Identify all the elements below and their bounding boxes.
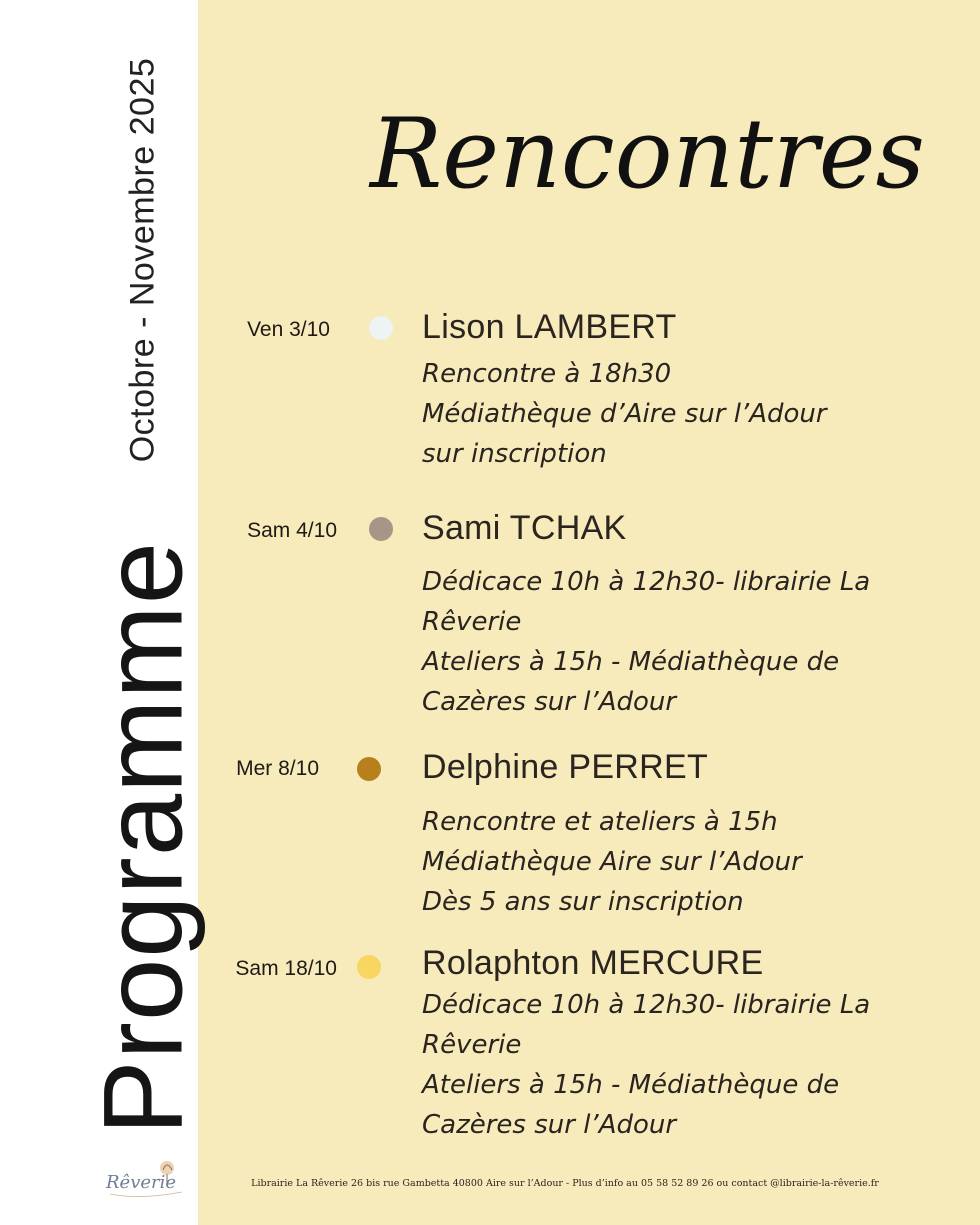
event-detail: Rencontre et ateliers à 15h <box>422 807 778 837</box>
event-dot <box>357 757 381 781</box>
event-name: Rolaphton MERCURE <box>422 944 764 982</box>
event-detail: Ateliers à 15h - Médiathèque de <box>422 647 840 677</box>
page-title <box>350 22 925 252</box>
event-detail: Dès 5 ans sur inscription <box>422 887 744 917</box>
programme-heading: Programme <box>80 540 206 1136</box>
event-name: Sami TCHAK <box>422 509 627 547</box>
event-detail: Cazères sur l’Adour <box>422 1110 677 1140</box>
event-detail: Médiathèque d’Aire sur l’Adour <box>422 399 827 429</box>
page-title-text: Rencontres <box>370 98 925 210</box>
period-label: Octobre - Novembre 2025 <box>123 57 162 463</box>
event-date: Mer 8/10 <box>236 757 319 780</box>
event-date: Sam 18/10 <box>235 957 337 980</box>
event-dot <box>357 955 381 979</box>
event-dot <box>369 517 393 541</box>
event-name: Lison LAMBERT <box>422 308 677 346</box>
event-detail: Rêverie <box>422 1030 522 1060</box>
event-detail: Cazères sur l’Adour <box>422 687 677 717</box>
bookstore-logo <box>100 1150 198 1210</box>
event-name: Delphine PERRET <box>422 748 709 786</box>
event-date: Sam 4/10 <box>247 519 337 542</box>
event-detail: Rencontre à 18h30 <box>422 359 672 389</box>
event-detail: sur inscription <box>422 439 607 469</box>
event-dot <box>369 316 393 340</box>
event-detail: Médiathèque Aire sur l’Adour <box>422 847 802 877</box>
event-detail: Dédicace 10h à 12h30- librairie La <box>422 990 871 1020</box>
footer-contact: Librairie La Rêverie 26 bis rue Gambetta 40800 Aire sur l’Adour - Plus d’info au 05 58 52 89 26 ou contact @librairie-la-rêverie.fr <box>251 1178 879 1189</box>
event-date: Ven 3/10 <box>247 318 330 341</box>
event-detail: Dédicace 10h à 12h30- librairie La <box>422 567 871 597</box>
event-detail: Rêverie <box>422 607 522 637</box>
event-detail: Ateliers à 15h - Médiathèque de <box>422 1070 840 1100</box>
logo-text: Rêverie <box>106 1172 177 1193</box>
